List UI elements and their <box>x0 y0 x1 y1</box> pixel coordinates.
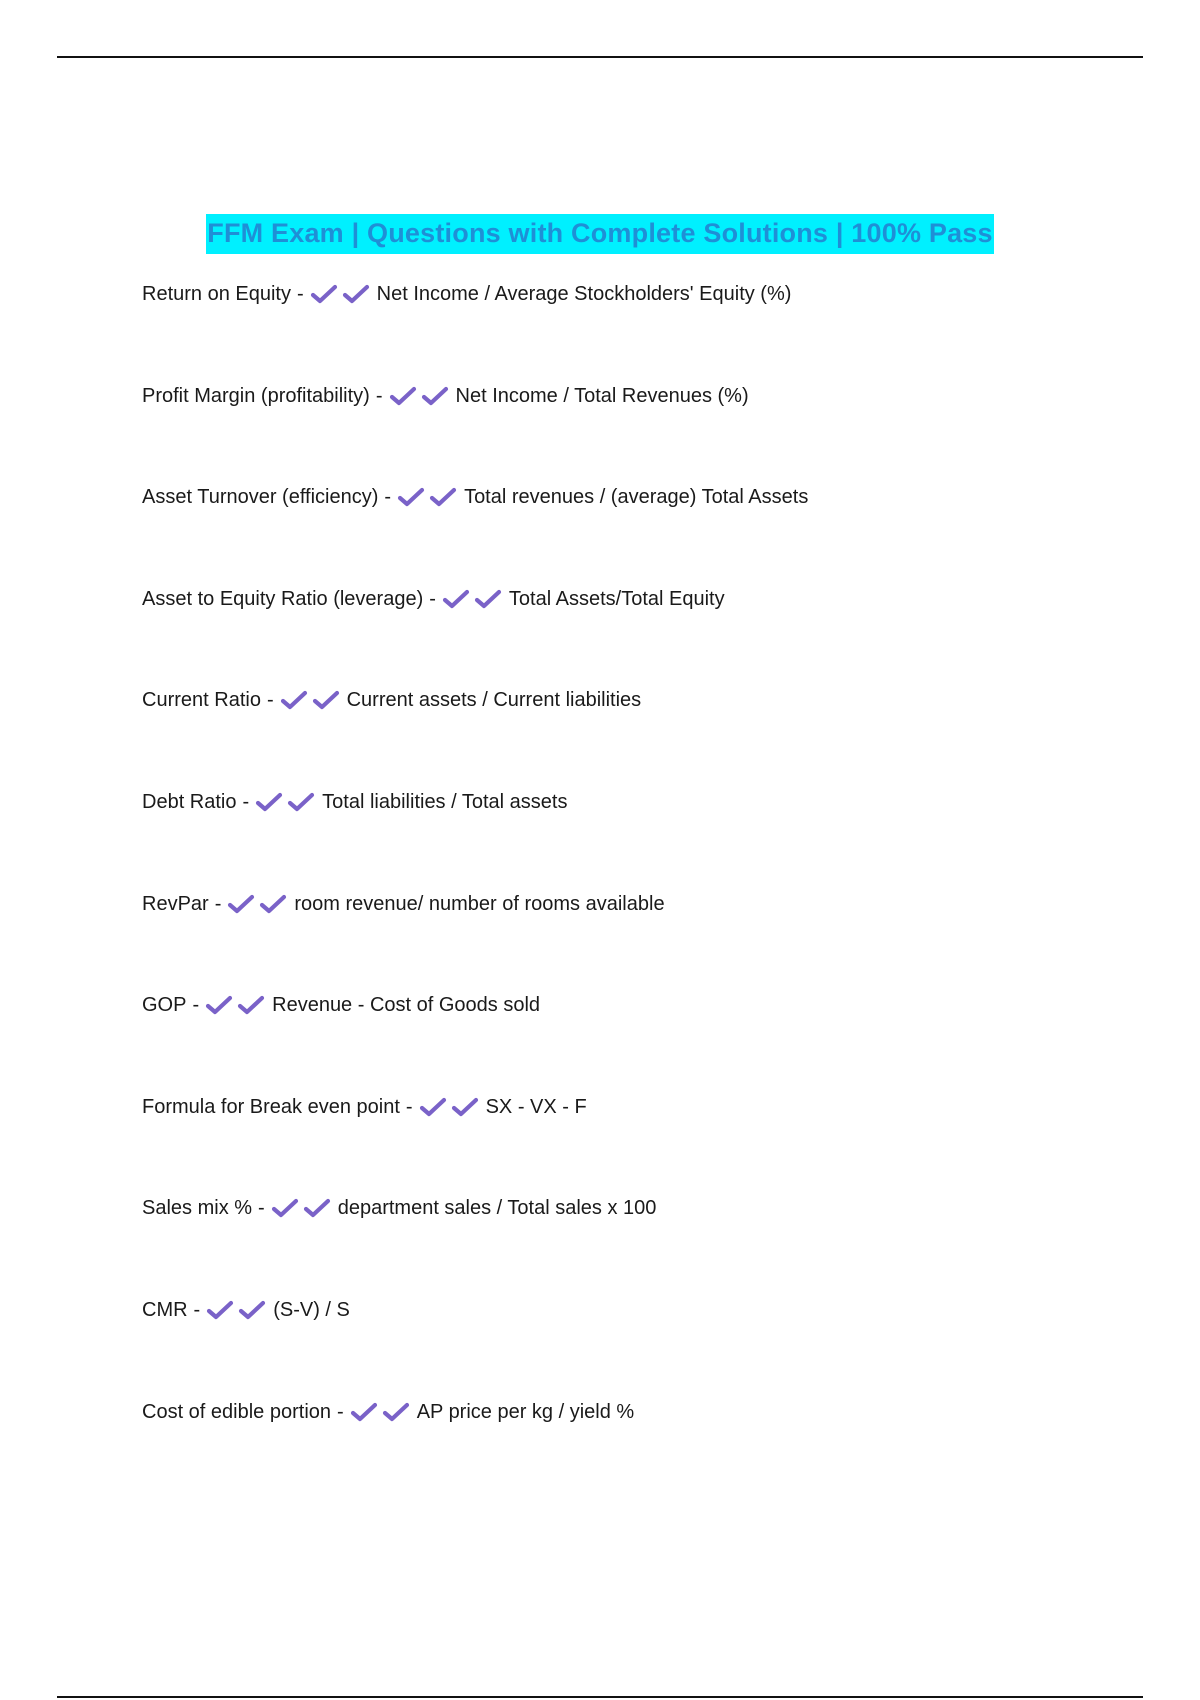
separator: - <box>193 1298 201 1321</box>
check-icon <box>312 689 340 711</box>
question-term: Asset Turnover (efficiency) <box>142 486 379 509</box>
check-icon <box>419 1096 447 1118</box>
question-term: Sales mix % <box>142 1197 253 1220</box>
answer-text: Net Income / Total Revenues (%) <box>455 384 749 407</box>
question-term: Cost of edible portion <box>142 1400 332 1423</box>
separator: - <box>429 587 436 610</box>
answer-text: room revenue/ number of rooms available <box>294 892 665 915</box>
check-icon <box>238 1299 266 1321</box>
check-icon <box>397 486 425 508</box>
separator: - <box>192 994 200 1017</box>
check-icons <box>350 1398 414 1426</box>
check-icon <box>255 791 283 813</box>
check-icon <box>287 791 315 813</box>
qa-item <box>142 1093 1142 1195</box>
qa-item <box>142 1398 1142 1500</box>
answer-text: Net Income / Average Stockholders' Equity (%) <box>376 283 792 305</box>
check-icons <box>419 1093 483 1121</box>
separator: - <box>258 1197 265 1220</box>
answer-text: AP price per kg / yield % <box>416 1400 635 1423</box>
qa-item <box>142 788 1142 890</box>
qa-item <box>142 483 1142 585</box>
check-icon <box>429 486 457 508</box>
qa-item <box>142 890 1142 992</box>
check-icons <box>389 382 453 410</box>
question-term: Current Ratio <box>142 689 261 712</box>
check-icon <box>280 689 308 711</box>
check-icon <box>271 1197 299 1219</box>
check-icons <box>205 991 269 1019</box>
question-term: Debt Ratio <box>142 790 237 813</box>
check-icon <box>342 283 370 305</box>
answer-text: Current assets / Current liabilities <box>346 689 642 712</box>
separator: - <box>214 892 222 915</box>
check-icon <box>227 893 255 915</box>
check-icon <box>389 385 417 407</box>
check-icon <box>206 1299 234 1321</box>
qa-item <box>142 1296 1142 1398</box>
answer-text: Total revenues / (average) Total Assets <box>464 486 809 509</box>
answer-text: SX - VX - F <box>485 1095 587 1118</box>
separator: - <box>405 1095 413 1118</box>
check-icon <box>205 994 233 1016</box>
answer-text: Revenue - Cost of Goods sold <box>272 994 541 1017</box>
question-term: GOP <box>142 994 187 1017</box>
check-icons <box>442 585 506 613</box>
separator: - <box>296 283 304 305</box>
separator: - <box>337 1400 344 1423</box>
qa-item <box>142 585 1142 687</box>
check-icon <box>237 994 265 1016</box>
separator: - <box>242 790 250 813</box>
answer-text: Total Assets/Total Equity <box>508 587 725 610</box>
separator: - <box>384 486 392 509</box>
title-container <box>0 214 1200 254</box>
document-title: FFM Exam | Questions with Complete Solutions | 100% Pass <box>206 214 993 254</box>
question-term: Asset to Equity Ratio (leverage) <box>142 587 424 610</box>
check-icon <box>421 385 449 407</box>
check-icon <box>259 893 287 915</box>
question-term: Formula for Break even point <box>142 1095 400 1118</box>
separator: - <box>266 689 274 712</box>
question-term: RevPar <box>142 892 209 915</box>
question-term: Return on Equity <box>142 283 291 305</box>
answer-text: department sales / Total sales x 100 <box>337 1197 657 1220</box>
check-icons <box>397 483 461 511</box>
check-icons <box>271 1194 335 1222</box>
qa-item <box>142 686 1142 788</box>
check-icon <box>442 588 470 610</box>
check-icons <box>310 280 374 308</box>
check-icon <box>310 283 338 305</box>
qa-item <box>142 1194 1142 1296</box>
check-icons <box>227 890 291 918</box>
check-icon <box>382 1401 410 1423</box>
header-rule <box>57 56 1143 58</box>
check-icon <box>303 1197 331 1219</box>
qa-item <box>142 991 1142 1093</box>
check-icon <box>474 588 502 610</box>
qa-list <box>142 280 1142 1499</box>
question-term: CMR <box>142 1298 188 1321</box>
question-term: Profit Margin (profitability) <box>142 384 370 407</box>
qa-item <box>142 280 1142 382</box>
check-icon <box>350 1401 378 1423</box>
qa-item <box>142 382 1142 484</box>
check-icons <box>255 788 319 816</box>
separator: - <box>375 384 383 407</box>
answer-text: Total liabilities / Total assets <box>322 790 568 813</box>
check-icons <box>206 1296 270 1324</box>
answer-text: (S-V) / S <box>273 1298 350 1321</box>
check-icon <box>451 1096 479 1118</box>
check-icons <box>280 686 344 714</box>
footer-rule <box>57 1696 1143 1698</box>
